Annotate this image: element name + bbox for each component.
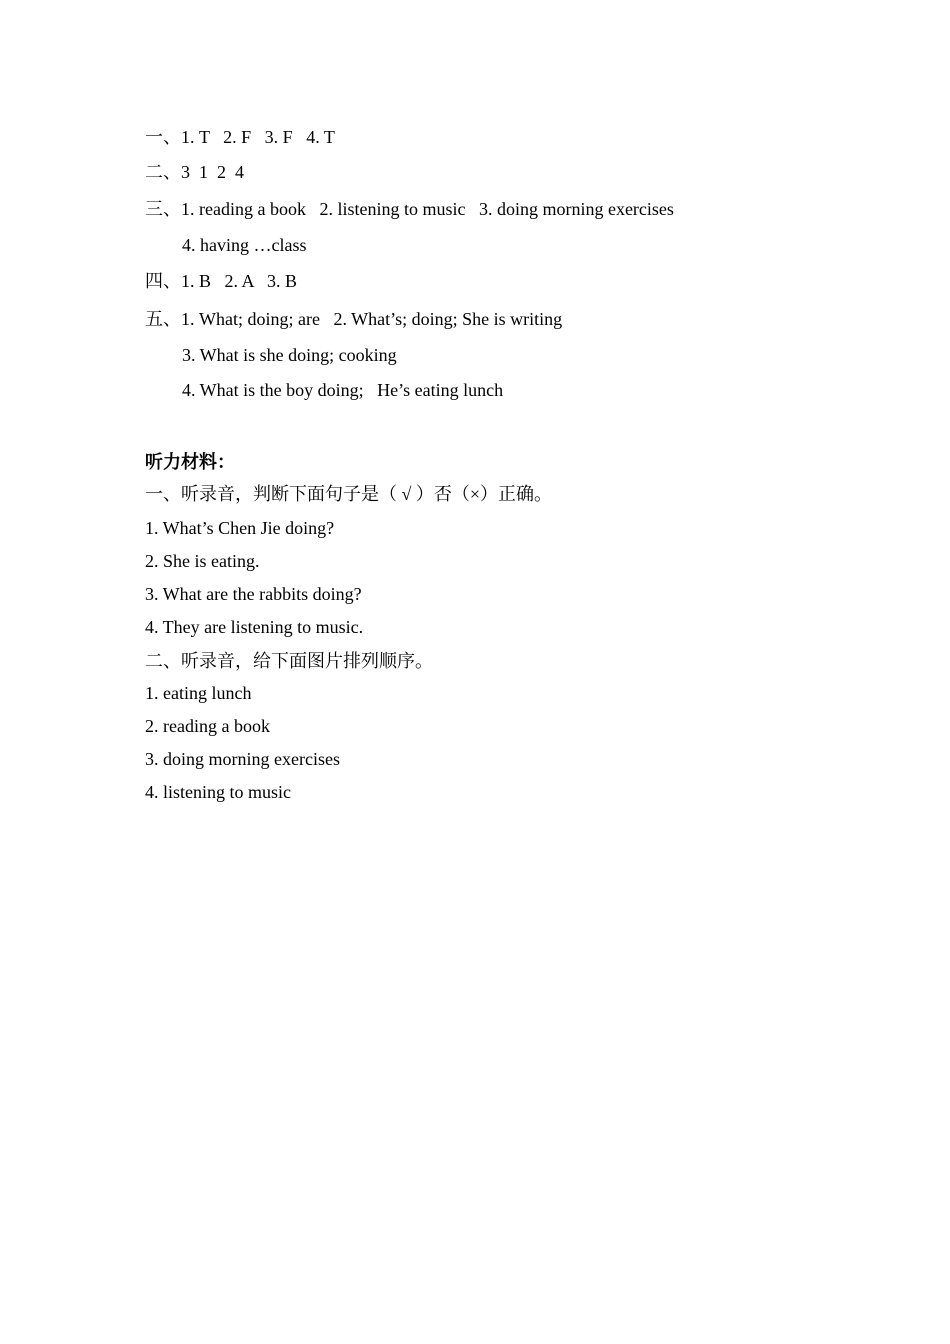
answer-section-5-item-4: 4. What is the boy doing; He’s eating lunch: [182, 380, 504, 400]
listening-part2-heading: 二、听录音，给下面图片排列顺序。: [145, 651, 433, 671]
listening-part1-item: 4. They are listening to music.: [145, 617, 364, 637]
listening-part2-item: 4. listening to music: [145, 782, 291, 802]
answer-section-2: 二、3 1 2 4: [145, 162, 244, 182]
answer-section-1: 一、1. T 2. F 3. F 4. T: [145, 127, 335, 147]
answer-section-5: 五、1. What; doing; are 2. What’s; doing; She is writing: [145, 309, 563, 329]
listening-part2-item: 3. doing morning exercises: [145, 749, 340, 769]
answer-section-4: 四、1. B 2. A 3. B: [145, 271, 298, 291]
answer-section-5-item-3: 3. What is she doing; cooking: [182, 345, 397, 365]
answer-section-3-continued: 4. having …class: [182, 235, 307, 255]
listening-title: 听力材料：: [145, 452, 235, 472]
listening-part1-item: 3. What are the rabbits doing?: [145, 584, 362, 604]
listening-part2-item: 1. eating lunch: [145, 683, 252, 703]
listening-part1-item: 1. What’s Chen Jie doing?: [145, 518, 335, 538]
answer-section-3: 三、1. reading a book 2. listening to music 3. doing morning exercises: [145, 199, 674, 219]
listening-part1-item: 2. She is eating.: [145, 551, 260, 571]
listening-part2-item: 2. reading a book: [145, 716, 270, 736]
listening-part1-heading: 一、听录音，判断下面句子是（ √ ）否（×）正确。: [145, 484, 553, 504]
